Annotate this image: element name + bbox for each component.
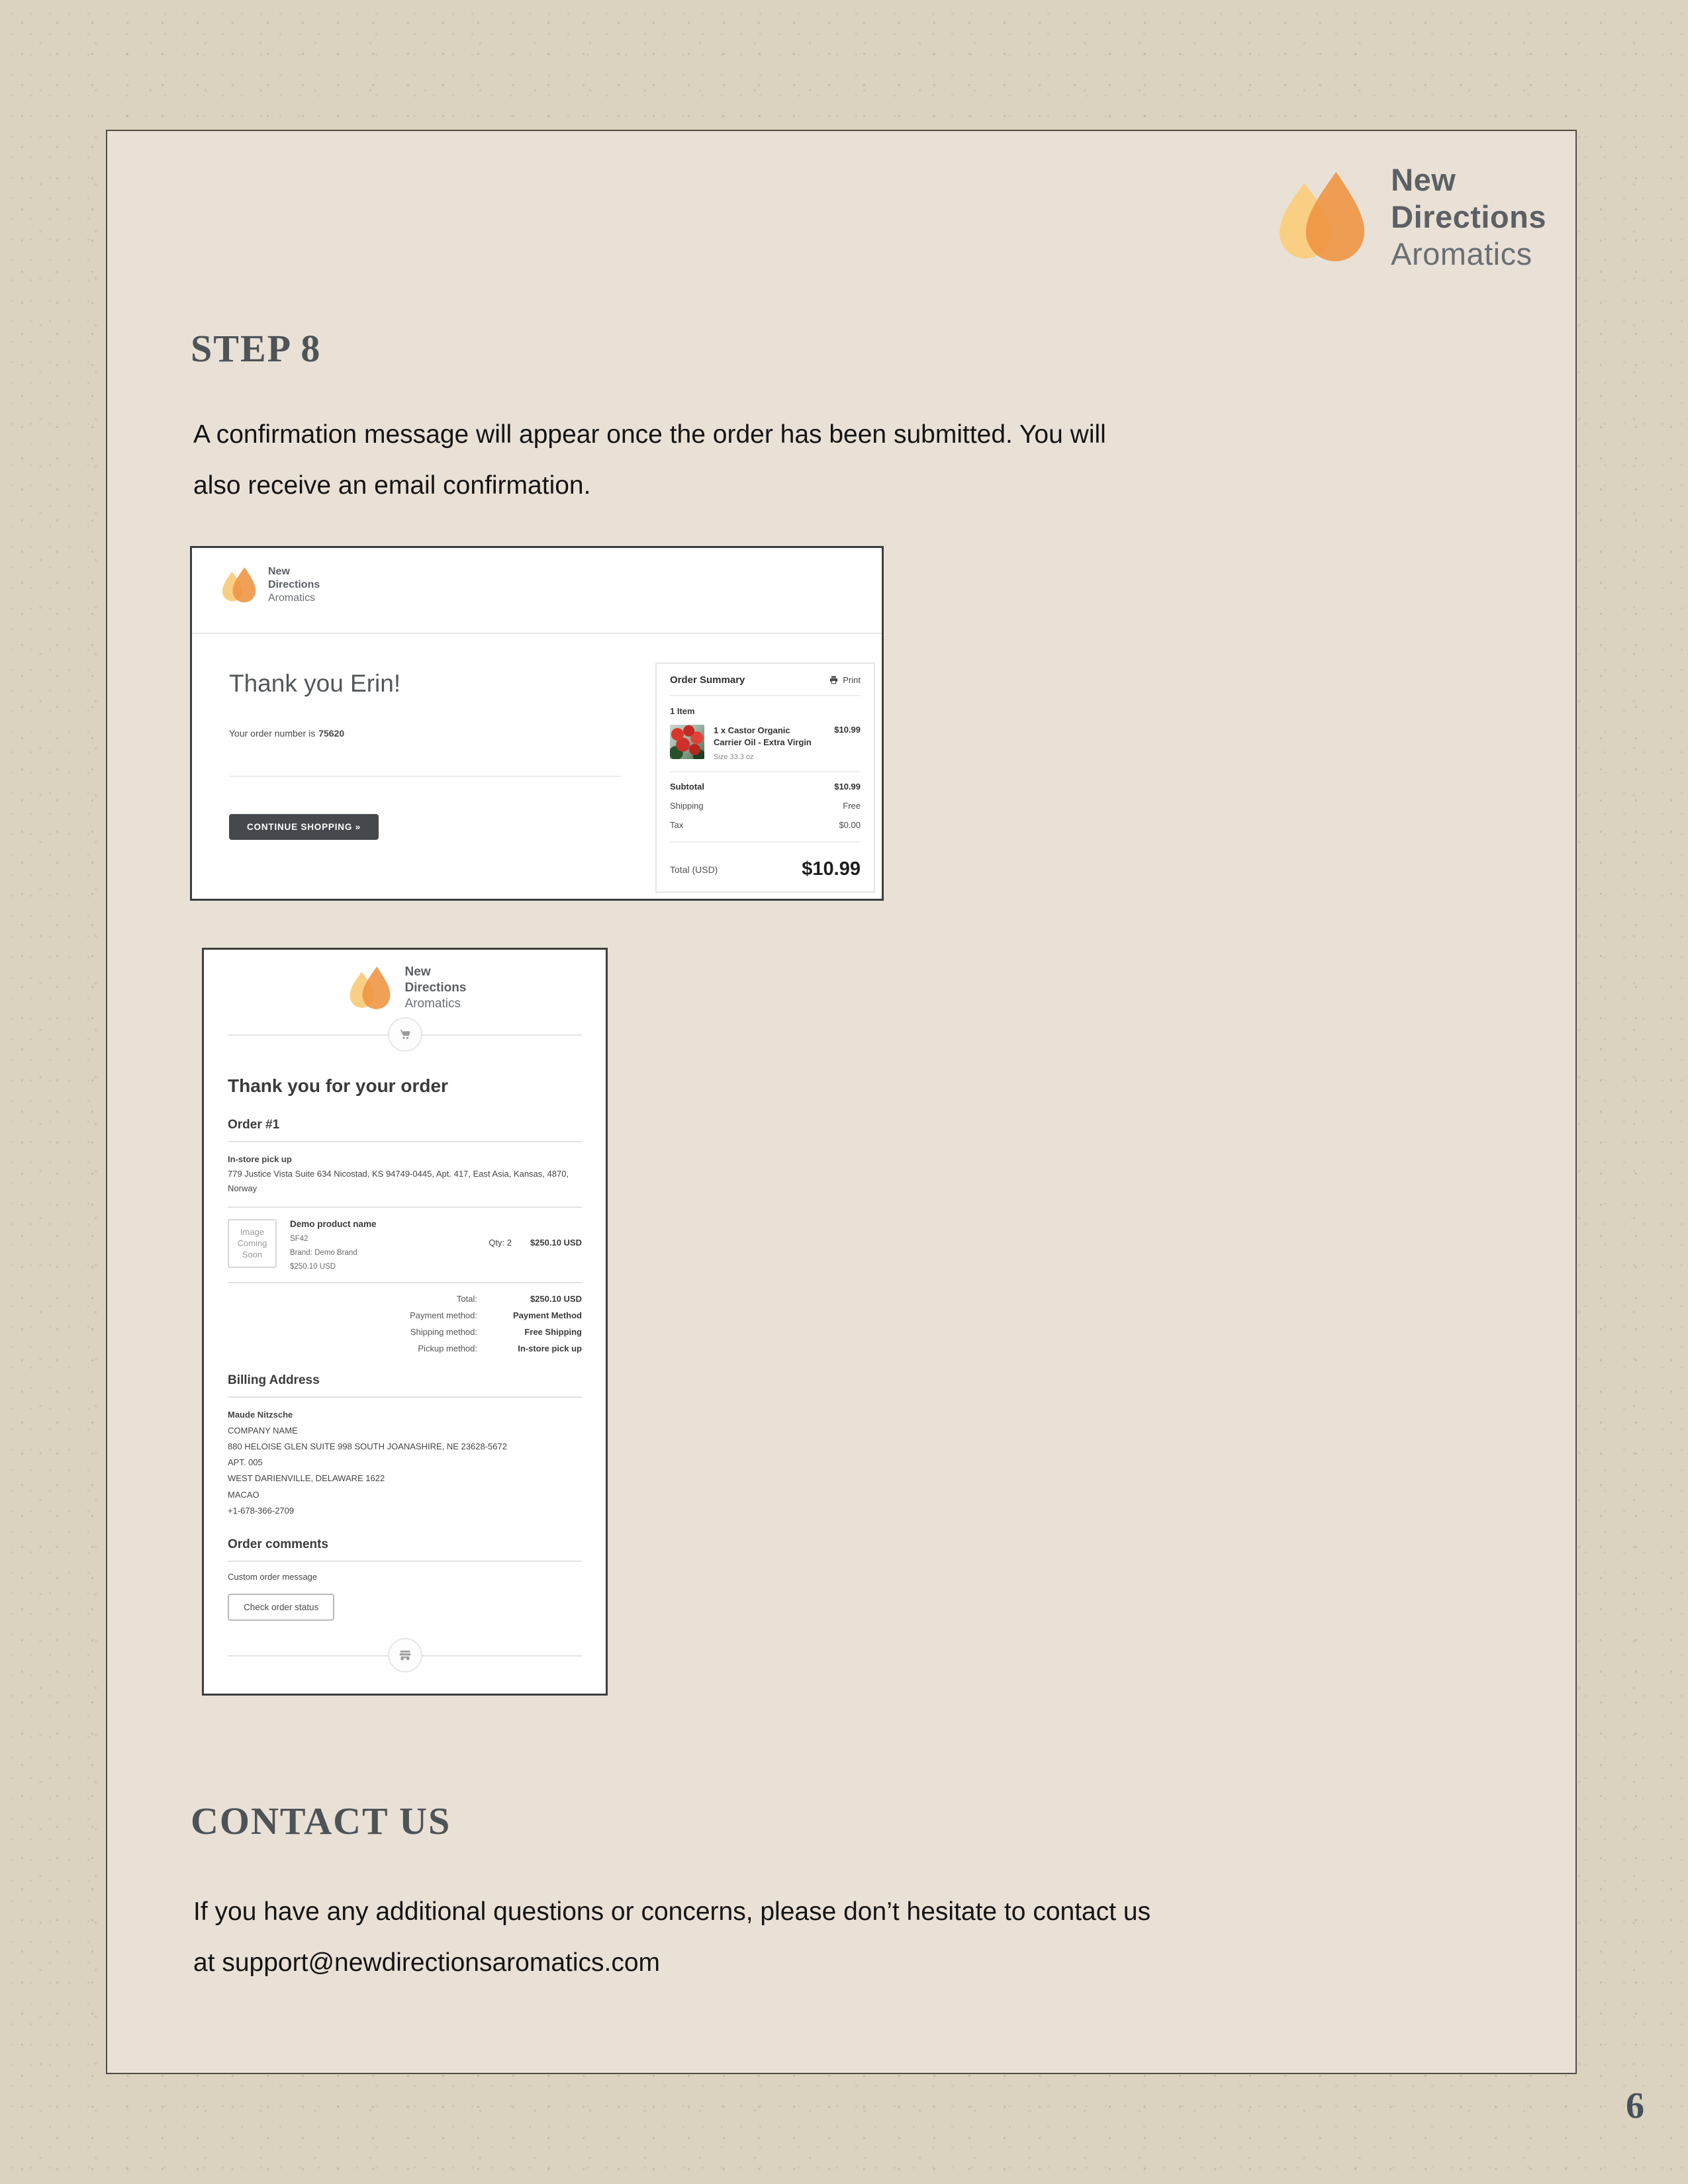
product-price: $10.99 xyxy=(834,725,861,735)
summary-value: $250.10 USD xyxy=(530,1294,582,1304)
confirmation-email-screenshot xyxy=(202,948,608,1696)
brand-line: Directions xyxy=(404,981,467,995)
order-ref-heading: Order #1 xyxy=(228,1118,582,1142)
total-row xyxy=(670,858,861,880)
site-header xyxy=(192,548,882,634)
step-body xyxy=(193,409,1517,511)
order-summary-panel xyxy=(655,662,875,893)
brand-line: New xyxy=(1391,162,1456,197)
store-badge xyxy=(388,1638,422,1672)
product-thumbnail xyxy=(670,725,704,759)
billing-line: +1-678-366-2709 xyxy=(228,1505,295,1516)
confirmation-page-screenshot xyxy=(190,546,884,901)
confirmation-main xyxy=(229,634,646,840)
product-brand: Brand: Demo Brand xyxy=(290,1249,357,1257)
subtotal-label: Subtotal xyxy=(670,782,704,792)
tax-row xyxy=(670,820,861,830)
greeting-heading: Thank you Erin! xyxy=(229,670,401,697)
summary-label: Total: xyxy=(456,1294,477,1304)
shipping-value: Free xyxy=(843,801,861,811)
brand-name xyxy=(268,565,320,605)
summary-label: Shipping method: xyxy=(410,1327,477,1338)
pickup-address: 779 Justice Vista Suite 634 Nicostad, KS 94749-0445, Apt. 417, East Asia, Kansas, 4870, Norway xyxy=(228,1169,569,1194)
page-number: 6 xyxy=(1626,2085,1644,2126)
shipping-label: Shipping xyxy=(670,801,704,811)
cart-icon xyxy=(398,1027,412,1042)
brand-line: Directions xyxy=(268,579,320,590)
summary-value: Free Shipping xyxy=(524,1327,582,1338)
product-name: Demo product name xyxy=(290,1219,377,1230)
email-footer xyxy=(228,1638,582,1674)
contact-body-line1: If you have any additional questions or concerns, please don’t hesitate to contact us xyxy=(193,1897,1151,1926)
step-title: STEP 8 xyxy=(191,327,322,370)
billing-address-block xyxy=(228,1407,582,1518)
product-image-placeholder: Image Coming Soon xyxy=(228,1219,277,1268)
continue-shopping-button[interactable]: CONTINUE SHOPPING » xyxy=(229,814,379,840)
summary-label: Pickup method: xyxy=(418,1343,477,1354)
step-body-line1: A confirmation message will appear once the order has been submitted. You will xyxy=(193,420,1106,449)
billing-line: 880 HELOISE GLEN SUITE 998 SOUTH JOANASHIRE, NE 23628-5672 xyxy=(228,1441,507,1452)
order-item-row xyxy=(670,725,861,772)
product-size: Size 33.3 oz xyxy=(714,753,754,762)
cart-badge xyxy=(388,1017,422,1052)
print-button[interactable] xyxy=(829,675,861,685)
divider xyxy=(670,841,861,842)
brand-name xyxy=(1391,161,1546,273)
billing-line: WEST DARIENVILLE, DELAWARE 1622 xyxy=(228,1473,385,1484)
order-number-prefix: Your order number is xyxy=(229,728,316,739)
product-qty: Qty: 2 xyxy=(489,1238,512,1248)
logo-drops-icon xyxy=(344,964,397,1012)
contact-body xyxy=(193,1886,1517,1988)
email-product-row xyxy=(228,1219,582,1283)
print-label: Print xyxy=(843,675,861,685)
document-page-panel xyxy=(106,130,1577,2074)
order-number-value: 75620 xyxy=(318,728,345,739)
check-order-status-button[interactable]: Check order status xyxy=(228,1594,334,1621)
logo-drops-icon xyxy=(1266,168,1378,266)
subtotal-value: $10.99 xyxy=(834,782,861,792)
tax-value: $0.00 xyxy=(839,820,861,831)
contact-body-line2: at support@newdirectionsaromatics.com xyxy=(193,1948,661,1977)
billing-line: COMPANY NAME xyxy=(228,1426,298,1436)
brand-name xyxy=(405,964,467,1012)
total-label: Total (USD) xyxy=(670,864,718,875)
cart-divider xyxy=(228,1017,582,1053)
summary-value: Payment Method xyxy=(512,1310,582,1321)
brand-line: New xyxy=(268,566,290,577)
product-unit-price: $250.10 USD xyxy=(290,1263,336,1271)
order-summary-header xyxy=(670,664,861,696)
brand-logo-email xyxy=(228,964,582,1012)
summary-row xyxy=(228,1343,582,1353)
brand-line: Aromatics xyxy=(268,592,316,604)
pickup-method-title: In-store pick up xyxy=(228,1154,292,1164)
product-sku: SF42 xyxy=(290,1235,308,1244)
product-name: 1 x Castor Organic Carrier Oil - Extra Virgin xyxy=(714,725,812,748)
summary-row xyxy=(228,1310,582,1320)
billing-line: APT. 005 xyxy=(228,1457,263,1468)
summary-row xyxy=(228,1294,582,1304)
order-summary-title: Order Summary xyxy=(670,674,745,686)
shipping-row xyxy=(670,801,861,811)
brand-line: Aromatics xyxy=(404,997,461,1011)
subtotal-row xyxy=(670,782,861,792)
product-info xyxy=(290,1219,401,1271)
product-info xyxy=(714,725,834,761)
storefront-icon xyxy=(398,1648,412,1662)
product-line-total: $250.10 USD xyxy=(530,1238,582,1248)
billing-address-heading: Billing Address xyxy=(228,1373,582,1398)
contact-title: CONTACT US xyxy=(191,1799,451,1843)
brand-line: Aromatics xyxy=(1391,236,1532,271)
order-comments-body: Custom order message xyxy=(228,1571,318,1582)
brand-line: Directions xyxy=(1391,199,1546,234)
pickup-block xyxy=(228,1152,582,1208)
logo-drops-icon xyxy=(217,565,261,605)
item-count: 1 Item xyxy=(670,706,695,716)
tax-label: Tax xyxy=(670,820,684,831)
divider xyxy=(229,776,621,777)
printer-icon xyxy=(829,675,839,685)
order-comments-heading: Order comments xyxy=(228,1537,582,1562)
email-heading: Thank you for your order xyxy=(228,1075,448,1096)
order-number-line xyxy=(229,728,646,739)
step-body-line2: also receive an email confirmation. xyxy=(193,471,591,500)
billing-line: Maude Nitzsche xyxy=(228,1410,293,1420)
brand-logo xyxy=(1266,161,1546,273)
summary-row xyxy=(228,1327,582,1337)
brand-logo-small xyxy=(217,565,320,605)
total-value: $10.99 xyxy=(802,858,861,880)
brand-line: New xyxy=(404,965,431,979)
summary-label: Payment method: xyxy=(410,1310,477,1321)
email-summary xyxy=(228,1294,582,1353)
billing-line: MACAO xyxy=(228,1489,259,1500)
summary-value: In-store pick up xyxy=(518,1343,582,1354)
